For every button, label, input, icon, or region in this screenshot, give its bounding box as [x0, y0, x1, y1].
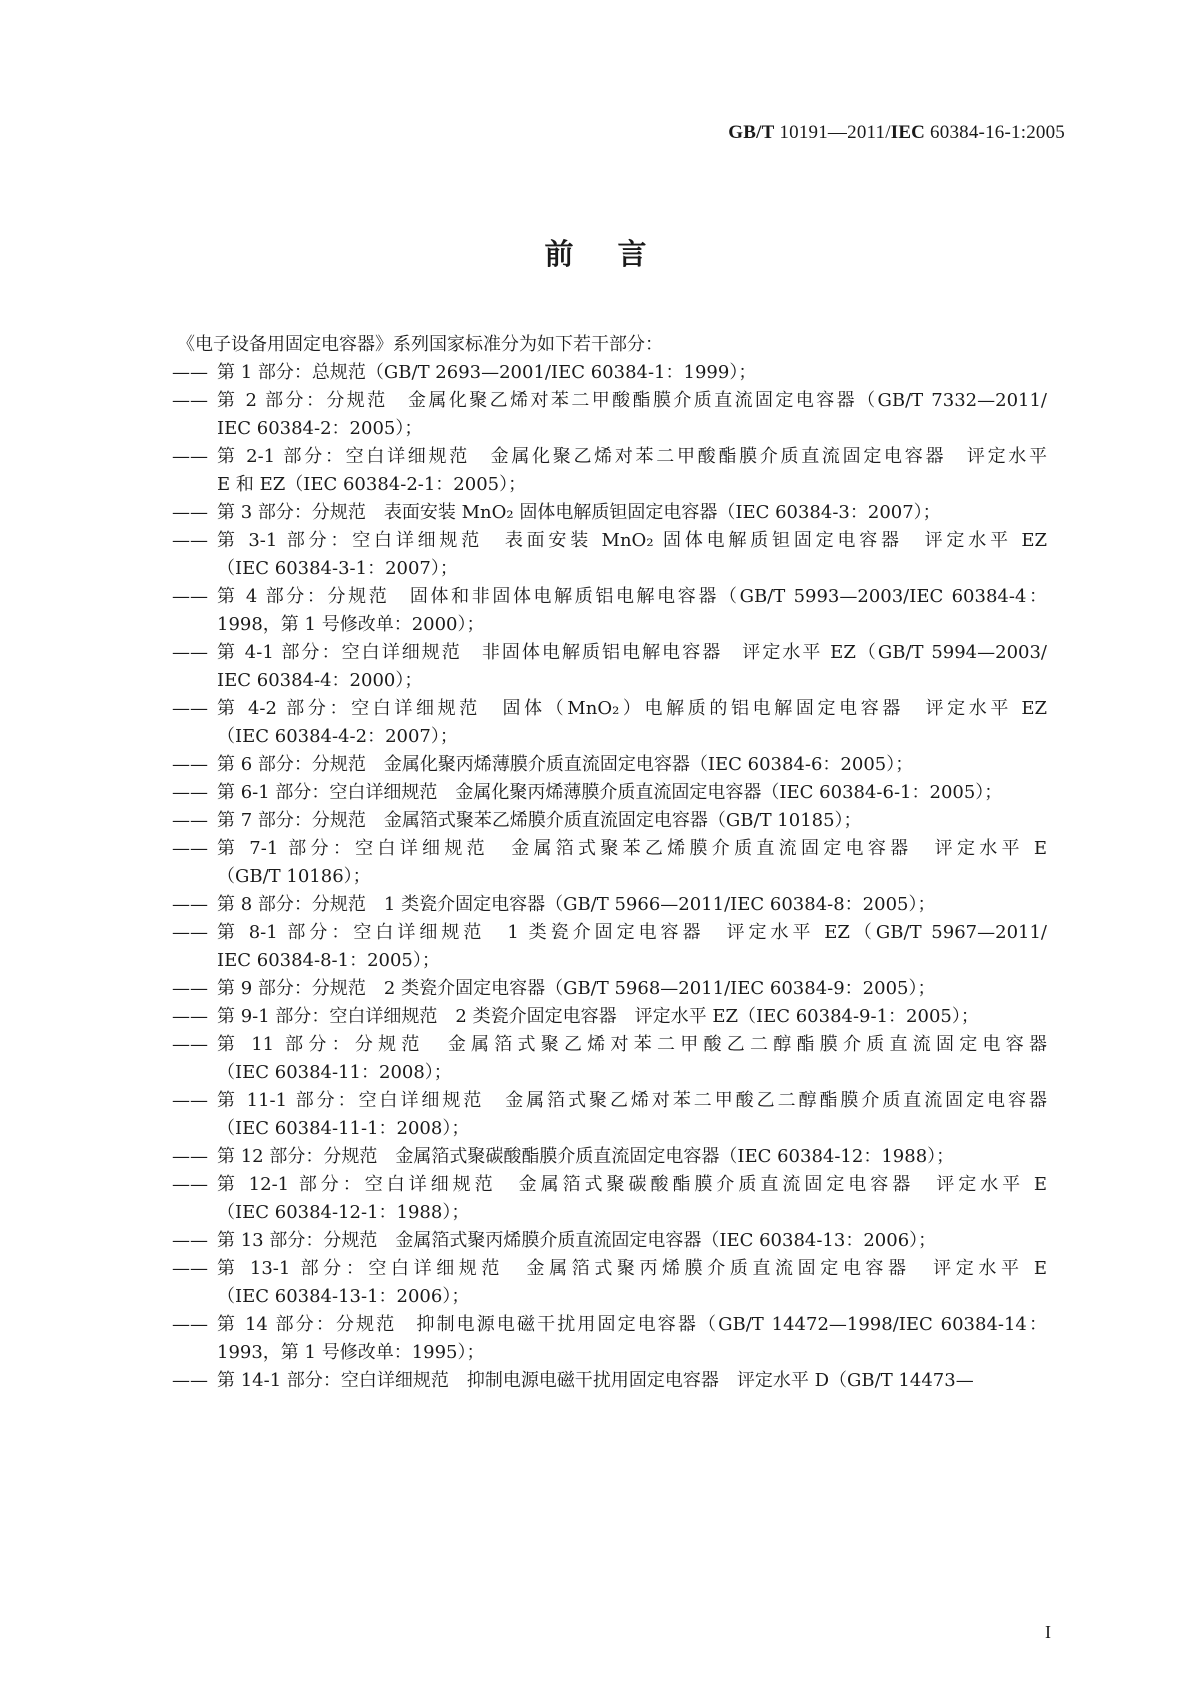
list-item	[172, 639, 1047, 695]
list-item-text: 第 6-1 部分：空白详细规范 金属化聚丙烯薄膜介质直流固定电容器（IEC 60384-6-1：2005）；	[217, 782, 1003, 803]
list-dash: ——	[172, 1314, 208, 1335]
list-item-text: 第 8-1 部分：空白详细规范 1 类瓷介固定电容器 评定水平 EZ（GB/T 5967—2011/	[217, 922, 1047, 943]
list-item-continuation: （IEC 60384-11-1：2008）；	[217, 1118, 470, 1139]
list-item	[172, 891, 1047, 919]
list-item	[172, 1087, 1047, 1143]
list-item-text: 第 3-1 部分：空白详细规范 表面安装 MnO₂ 固体电解质钽固定电容器 评定水平 EZ	[217, 530, 1047, 551]
standard-code-prefix: GB/T	[728, 122, 775, 143]
list-item-text: 第 4-1 部分：空白详细规范 非固体电解质铝电解电容器 评定水平 EZ（GB/T 5994—2003/	[217, 642, 1047, 663]
standard-code-iec-number: 60384-16-1:2005	[925, 122, 1065, 143]
list-dash: ——	[172, 838, 208, 859]
preface-content	[172, 331, 1047, 1395]
list-item	[172, 359, 1047, 387]
page-title: 前言	[544, 237, 691, 271]
list-dash: ——	[172, 1258, 208, 1279]
list-item-continuation: （IEC 60384-3-1：2007）；	[217, 558, 458, 579]
list-item	[172, 1003, 1047, 1031]
list-dash: ——	[172, 446, 208, 467]
standard-code-iec: IEC	[890, 122, 926, 143]
list-item	[172, 1227, 1047, 1255]
list-item-text: 第 12 部分：分规范 金属箔式聚碳酸酯膜介质直流固定电容器（IEC 60384-12：1988）；	[217, 1146, 955, 1167]
list-item	[172, 779, 1047, 807]
list-item-text: 第 12-1 部分：空白详细规范 金属箔式聚碳酸酯膜介质直流固定电容器 评定水平 E	[217, 1174, 1047, 1195]
list-item-text: 第 2-1 部分：空白详细规范 金属化聚乙烯对苯二甲酸酯膜介质直流固定电容器 评定水平	[217, 446, 1047, 467]
list-item-text: 第 14 部分：分规范 抑制电源电磁干扰用固定电容器（GB/T 14472—1998/IEC 60384-14：	[217, 1314, 1047, 1335]
list-dash: ——	[172, 1370, 208, 1391]
list-dash: ——	[172, 1230, 208, 1251]
list-item-continuation: IEC 60384-2：2005）；	[217, 418, 423, 439]
list-item	[172, 919, 1047, 975]
list-dash: ——	[172, 390, 208, 411]
list-dash: ——	[172, 1090, 208, 1111]
list-item-text: 第 11 部分：分规范 金属箔式聚乙烯对苯二甲酸乙二醇酯膜介质直流固定电容器	[217, 1034, 1047, 1055]
standard-code-header	[728, 122, 1065, 144]
list-item-text: 第 7 部分：分规范 金属箔式聚苯乙烯膜介质直流固定电容器（GB/T 10185）；	[217, 810, 862, 831]
list-item-continuation: E 和 EZ（IEC 60384-2-1：2005）；	[217, 474, 527, 495]
list-item-continuation: （IEC 60384-4-2：2007）；	[217, 726, 458, 747]
list-dash: ——	[172, 782, 208, 803]
list-item	[172, 387, 1047, 443]
list-dash: ——	[172, 698, 208, 719]
list-item	[172, 975, 1047, 1003]
list-item-text: 第 13 部分：分规范 金属箔式聚丙烯膜介质直流固定电容器（IEC 60384-13：2006）；	[217, 1230, 937, 1251]
list-item-text: 第 4 部分：分规范 固体和非固体电解质铝电解电容器（GB/T 5993—2003/IEC 60384-4：	[217, 586, 1047, 607]
list-item-continuation: IEC 60384-4：2000）；	[217, 670, 423, 691]
list-item-continuation: （IEC 60384-11：2008）；	[217, 1062, 452, 1083]
list-item-text: 第 6 部分：分规范 金属化聚丙烯薄膜介质直流固定电容器（IEC 60384-6：2005）；	[217, 754, 914, 775]
list-item-text: 第 9 部分：分规范 2 类瓷介固定电容器（GB/T 5968—2011/IEC 60384-9：2005）；	[217, 978, 936, 999]
list-item-text: 第 2 部分：分规范 金属化聚乙烯对苯二甲酸酯膜介质直流固定电容器（GB/T 7332—2011/	[217, 390, 1047, 411]
list-dash: ——	[172, 1006, 208, 1027]
list-item	[172, 835, 1047, 891]
list-item-continuation: IEC 60384-8-1：2005）；	[217, 950, 440, 971]
list-item-text: 第 4-2 部分：空白详细规范 固体（MnO₂）电解质的铝电解固定电容器 评定水平 EZ	[217, 698, 1047, 719]
list-item	[172, 1367, 1047, 1395]
list-dash: ——	[172, 362, 208, 383]
list-dash: ——	[172, 1146, 208, 1167]
list-item	[172, 695, 1047, 751]
list-item	[172, 1143, 1047, 1171]
list-item	[172, 527, 1047, 583]
list-item-text: 第 9-1 部分：空白详细规范 2 类瓷介固定电容器 评定水平 EZ（IEC 60384-9-1：2005）；	[217, 1006, 979, 1027]
list-dash: ——	[172, 1174, 208, 1195]
standard-code-number: 10191—2011/	[774, 122, 891, 143]
page-number: I	[1045, 1622, 1051, 1642]
list-item-continuation: （IEC 60384-13-1：2006）；	[217, 1286, 470, 1307]
list-item-continuation: （IEC 60384-12-1：1988）；	[217, 1202, 470, 1223]
list-item-text: 第 14-1 部分：空白详细规范 抑制电源电磁干扰用固定电容器 评定水平 D（GB/T 14473—	[217, 1370, 974, 1391]
list-dash: ——	[172, 754, 208, 775]
list-dash: ——	[172, 502, 208, 523]
list-dash: ——	[172, 642, 208, 663]
list-dash: ——	[172, 530, 208, 551]
list-item-text: 第 13-1 部分：空白详细规范 金属箔式聚丙烯膜介质直流固定电容器 评定水平 E	[217, 1258, 1047, 1279]
list-item	[172, 751, 1047, 779]
list-item-continuation: 1993，第 1 号修改单：1995）；	[217, 1342, 485, 1363]
parts-list	[172, 359, 1047, 1395]
list-item-continuation: 1998，第 1 号修改单：2000）；	[217, 614, 485, 635]
list-item	[172, 1171, 1047, 1227]
list-item	[172, 807, 1047, 835]
list-dash: ——	[172, 1034, 208, 1055]
list-dash: ——	[172, 810, 208, 831]
list-item	[172, 443, 1047, 499]
list-item-text: 第 11-1 部分：空白详细规范 金属箔式聚乙烯对苯二甲酸乙二醇酯膜介质直流固定电容器	[217, 1090, 1047, 1111]
preface-intro: 《电子设备用固定电容器》系列国家标准分为如下若干部分：	[177, 334, 663, 355]
list-item-text: 第 1 部分：总规范（GB/T 2693—2001/IEC 60384-1：1999）；	[217, 362, 757, 383]
list-item-text: 第 8 部分：分规范 1 类瓷介固定电容器（GB/T 5966—2011/IEC 60384-8：2005）；	[217, 894, 936, 915]
list-item	[172, 1255, 1047, 1311]
list-item-continuation: （GB/T 10186）；	[217, 866, 371, 887]
list-item	[172, 1311, 1047, 1367]
list-dash: ——	[172, 586, 208, 607]
list-item	[172, 1031, 1047, 1087]
list-dash: ——	[172, 922, 208, 943]
list-item-text: 第 7-1 部分：空白详细规范 金属箔式聚苯乙烯膜介质直流固定电容器 评定水平 E	[217, 838, 1047, 859]
list-item	[172, 583, 1047, 639]
list-item	[172, 499, 1047, 527]
list-dash: ——	[172, 978, 208, 999]
list-item-text: 第 3 部分：分规范 表面安装 MnO₂ 固体电解质钽固定电容器（IEC 60384-3：2007）；	[217, 502, 941, 523]
list-dash: ——	[172, 894, 208, 915]
